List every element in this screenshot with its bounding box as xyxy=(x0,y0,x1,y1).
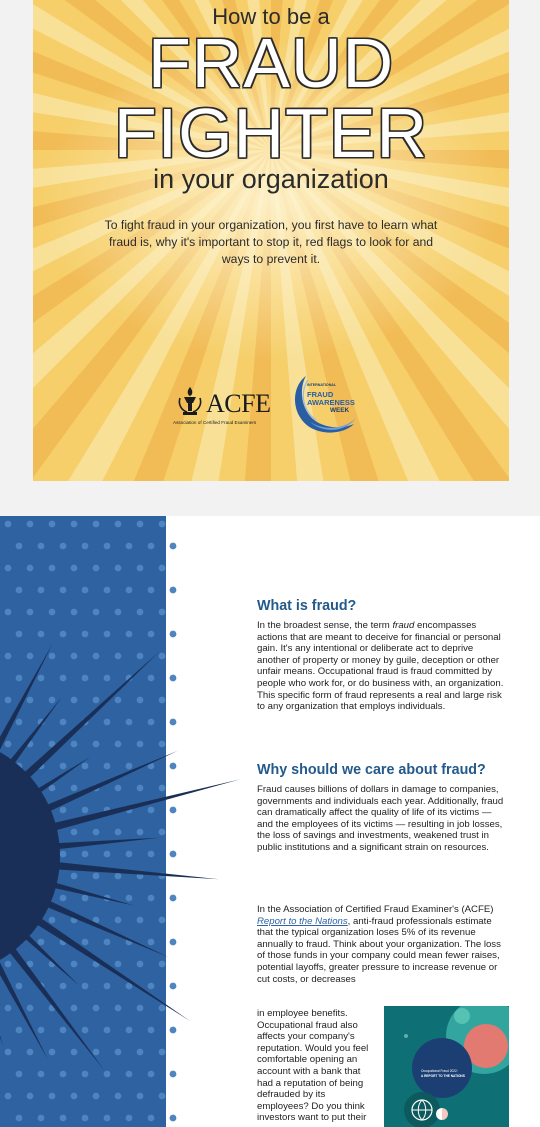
cover-page xyxy=(33,0,509,481)
section-what-is-fraud-body xyxy=(257,620,505,713)
cover-intro-text: To fight fraud in your organization, you first have to learn what fraud is, why it's important to stop it, red flags to look for and ways to prevent it. xyxy=(104,218,438,266)
section-why-care-body-2 xyxy=(257,904,507,985)
section-title-what-is-fraud: What is fraud? xyxy=(257,598,357,614)
section-why-care-body-3: in employee benefits. Occupational fraud also affects your company's reputation. Would you feel comfortable opening an account with a bank that had a reputation of being defrauded by its employees? Do you think investors want to put their xyxy=(257,1008,369,1124)
body-text-end: , anti-fraud professionals estimate that the typical organization loses 5% of its revenue annually to fraud. Think about your organization. The loss of those funds in your company could mean fewer raises, potential layoffs, greater pressure to increase revenue or cut costs, or decreases xyxy=(257,915,501,985)
torch-icon xyxy=(177,386,203,416)
report-to-the-nations-cover-image xyxy=(384,1006,509,1127)
title-prefix: How to be a xyxy=(212,4,330,29)
ifaw-line1: INTERNATIONAL xyxy=(307,383,337,387)
report-cover-title: A REPORT TO THE NATIONS xyxy=(421,1074,465,1078)
decorative-side-panel xyxy=(0,516,250,1127)
section-why-care-body-1: Fraud causes billions of dollars in damage to companies, governments and individuals each year. Additionally, fraud can dramatically affect the quality of life of its victims — and the employees of its victims — resulting in job losses, the loss of savings and investments, weakened trust in public institutions and a significant strain on resources. xyxy=(257,784,504,853)
report-cover-subtitle: Occupational Fraud 2022: xyxy=(421,1069,458,1073)
body-text-start: In the broadest sense, the term xyxy=(257,620,393,631)
acfe-fullname: Association of Certified Fraud Examiners xyxy=(173,420,257,425)
acfe-logo xyxy=(173,384,283,430)
acfe-wordmark: ACFE xyxy=(206,389,271,418)
body-text-emphasis: fraud xyxy=(392,620,415,631)
ifaw-line2-3 xyxy=(307,391,355,407)
ifaw-line3: AWARENESS xyxy=(307,398,355,407)
fraud-awareness-week-logo xyxy=(288,372,368,436)
title-suffix: in your organization xyxy=(153,164,389,194)
article-page xyxy=(0,516,540,1127)
title-fraud: FRAUD xyxy=(147,24,395,102)
body-text-end: encompasses actions that are meant to deceive for financial or personal gain. It's any intentional or deliberate act to deprive another of property or money by guile, deception or other unfair means. Occupational fraud is fraud committed by people who work for, or do business with, an organization. This specific form of fraud represents a real and large risk to any organization that employs individuals. xyxy=(257,620,504,713)
title-fighter: FIGHTER xyxy=(113,94,429,172)
body-text-start: In the Association of Certified Fraud Examiner's (ACFE) xyxy=(257,904,494,915)
section-title-why-care: Why should we care about fraud? xyxy=(257,762,486,778)
report-to-the-nations-link[interactable]: Report to the Nations xyxy=(257,915,348,927)
ifaw-line2: FRAUD xyxy=(307,390,334,399)
report-cover-art xyxy=(384,1006,509,1127)
ifaw-line4: WEEK xyxy=(330,407,350,414)
